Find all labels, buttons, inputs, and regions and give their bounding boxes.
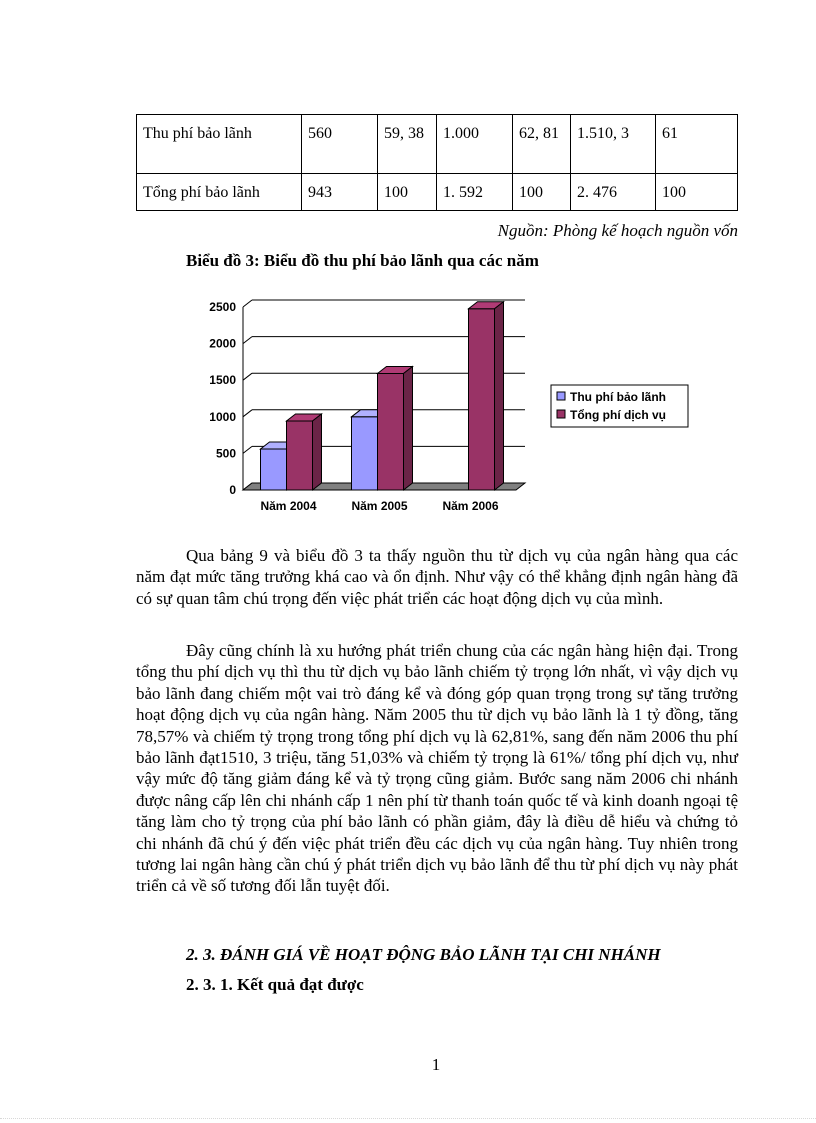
table-source-note: Nguồn: Phòng kế hoạch nguồn vốn — [497, 221, 738, 240]
table-cell: 61 — [656, 115, 738, 174]
y-tick-label: 1000 — [209, 409, 236, 424]
subsection-heading: 2. 3. 1. Kết quả đạt được — [186, 975, 364, 994]
fee-table — [136, 114, 738, 211]
table-cell: 943 — [302, 174, 378, 211]
table-cell: 1.510, 3 — [571, 115, 656, 174]
table-cell: 2. 476 — [571, 174, 656, 211]
y-tick-label: 0 — [229, 483, 236, 497]
bar — [352, 417, 378, 490]
table-cell: Thu phí bảo lãnh — [137, 115, 302, 174]
table-cell: 560 — [302, 115, 378, 174]
x-tick-label: Năm 2006 — [442, 499, 499, 513]
table-row — [137, 115, 738, 174]
table-cell: 1.000 — [437, 115, 513, 174]
legend-label: Tổng phí dịch vụ — [570, 408, 666, 422]
bar — [261, 449, 287, 490]
x-tick-label: Năm 2005 — [351, 499, 408, 513]
legend-swatch — [557, 392, 565, 400]
table-cell: 100 — [656, 174, 738, 211]
section-heading: 2. 3. ĐÁNH GIÁ VỀ HOẠT ĐỘNG BẢO LÃNH TẠI CHI NHÁNH — [186, 945, 661, 964]
y-tick-label: 2500 — [209, 300, 236, 314]
table-cell: 59, 38 — [378, 115, 437, 174]
paragraph: Đây cũng chính là xu hướng phát triển chung của các ngân hàng hiện đại. Trong tổng thu phí dịch vụ thì thu từ dịch vụ bảo lãnh chiếm tỷ trọng lớn nhất, vì vậy dịch vụ bảo lãnh đang chiếm một vai trò đáng kể và đóng góp quan trọng trong sự tăng trưởng hoạt động dịch vụ của ngân hàng. Năm 2005 thu từ dịch vụ bảo lãnh là 1 tỷ đồng, tăng 78,57% và chiếm tỷ trọng trong tổng phí dịch vụ là 62,81%, sang đến năm 2006 thu phí bảo lãnh đạt1510, 3 triệu, tăng 51,03% và chiếm tỷ trọng là 61%/ tổng phí dịch vụ, như vậy mức độ tăng giảm đáng kể và tỷ trọng cũng giảm. Bước sang năm 2006 chi nhánh được nâng cấp lên chi nhánh cấp 1 nên phí từ thanh toán quốc tế và kinh doanh ngoại tệ tăng làm cho tỷ trọng của phí bảo lãnh có phần giảm, đây là điều dễ hiểu và chứng tỏ chi nhánh đã chú ý đến việc phát triển đều các dịch vụ của ngân hàng. Tuy nhiên trong tương lai ngân hàng cần chú ý phát triển dịch vụ bảo lãnh để thu từ phí dịch vụ này phát triển cả về số tương đối lẫn tuyệt đối. — [136, 641, 738, 896]
bar — [287, 421, 313, 490]
gridline-depth — [243, 446, 252, 453]
bar-side — [404, 366, 413, 490]
table-cell: 1. 592 — [437, 174, 513, 211]
table-cell: 62, 81 — [513, 115, 571, 174]
gridline-depth — [243, 410, 252, 417]
table-cell: 100 — [378, 174, 437, 211]
bar-side — [313, 414, 322, 490]
y-tick-label: 500 — [215, 446, 236, 461]
gridline-depth — [243, 373, 252, 380]
x-tick-label: Năm 2004 — [260, 499, 317, 513]
chart-title: Biểu đồ 3: Biểu đồ thu phí bảo lãnh qua các năm — [186, 251, 539, 270]
bar-side — [495, 302, 504, 490]
page-number: 1 — [431, 1055, 441, 1074]
y-tick-label: 1500 — [209, 373, 236, 388]
bar — [469, 309, 495, 490]
table-cell: 100 — [513, 174, 571, 211]
gridline-depth — [243, 300, 252, 307]
bar-chart — [195, 292, 695, 527]
page-bottom-rule — [0, 1118, 816, 1119]
paragraph: Qua bảng 9 và biểu đồ 3 ta thấy nguồn thu từ dịch vụ của ngân hàng qua các năm đạt mức tăng trưởng khá cao và ổn định. Như vậy có thể khẳng định ngân hàng đã có sự quan tâm chú trọng đến việc phát triển các hoạt động dịch vụ của mình. — [136, 546, 738, 608]
bar — [378, 373, 404, 490]
table-cell: Tổng phí bảo lãnh — [137, 174, 302, 211]
table-row — [137, 174, 738, 211]
y-tick-label: 2000 — [209, 336, 236, 351]
legend-label: Thu phí bảo lãnh — [570, 390, 666, 404]
gridline-depth — [243, 337, 252, 344]
legend-swatch — [557, 410, 565, 418]
